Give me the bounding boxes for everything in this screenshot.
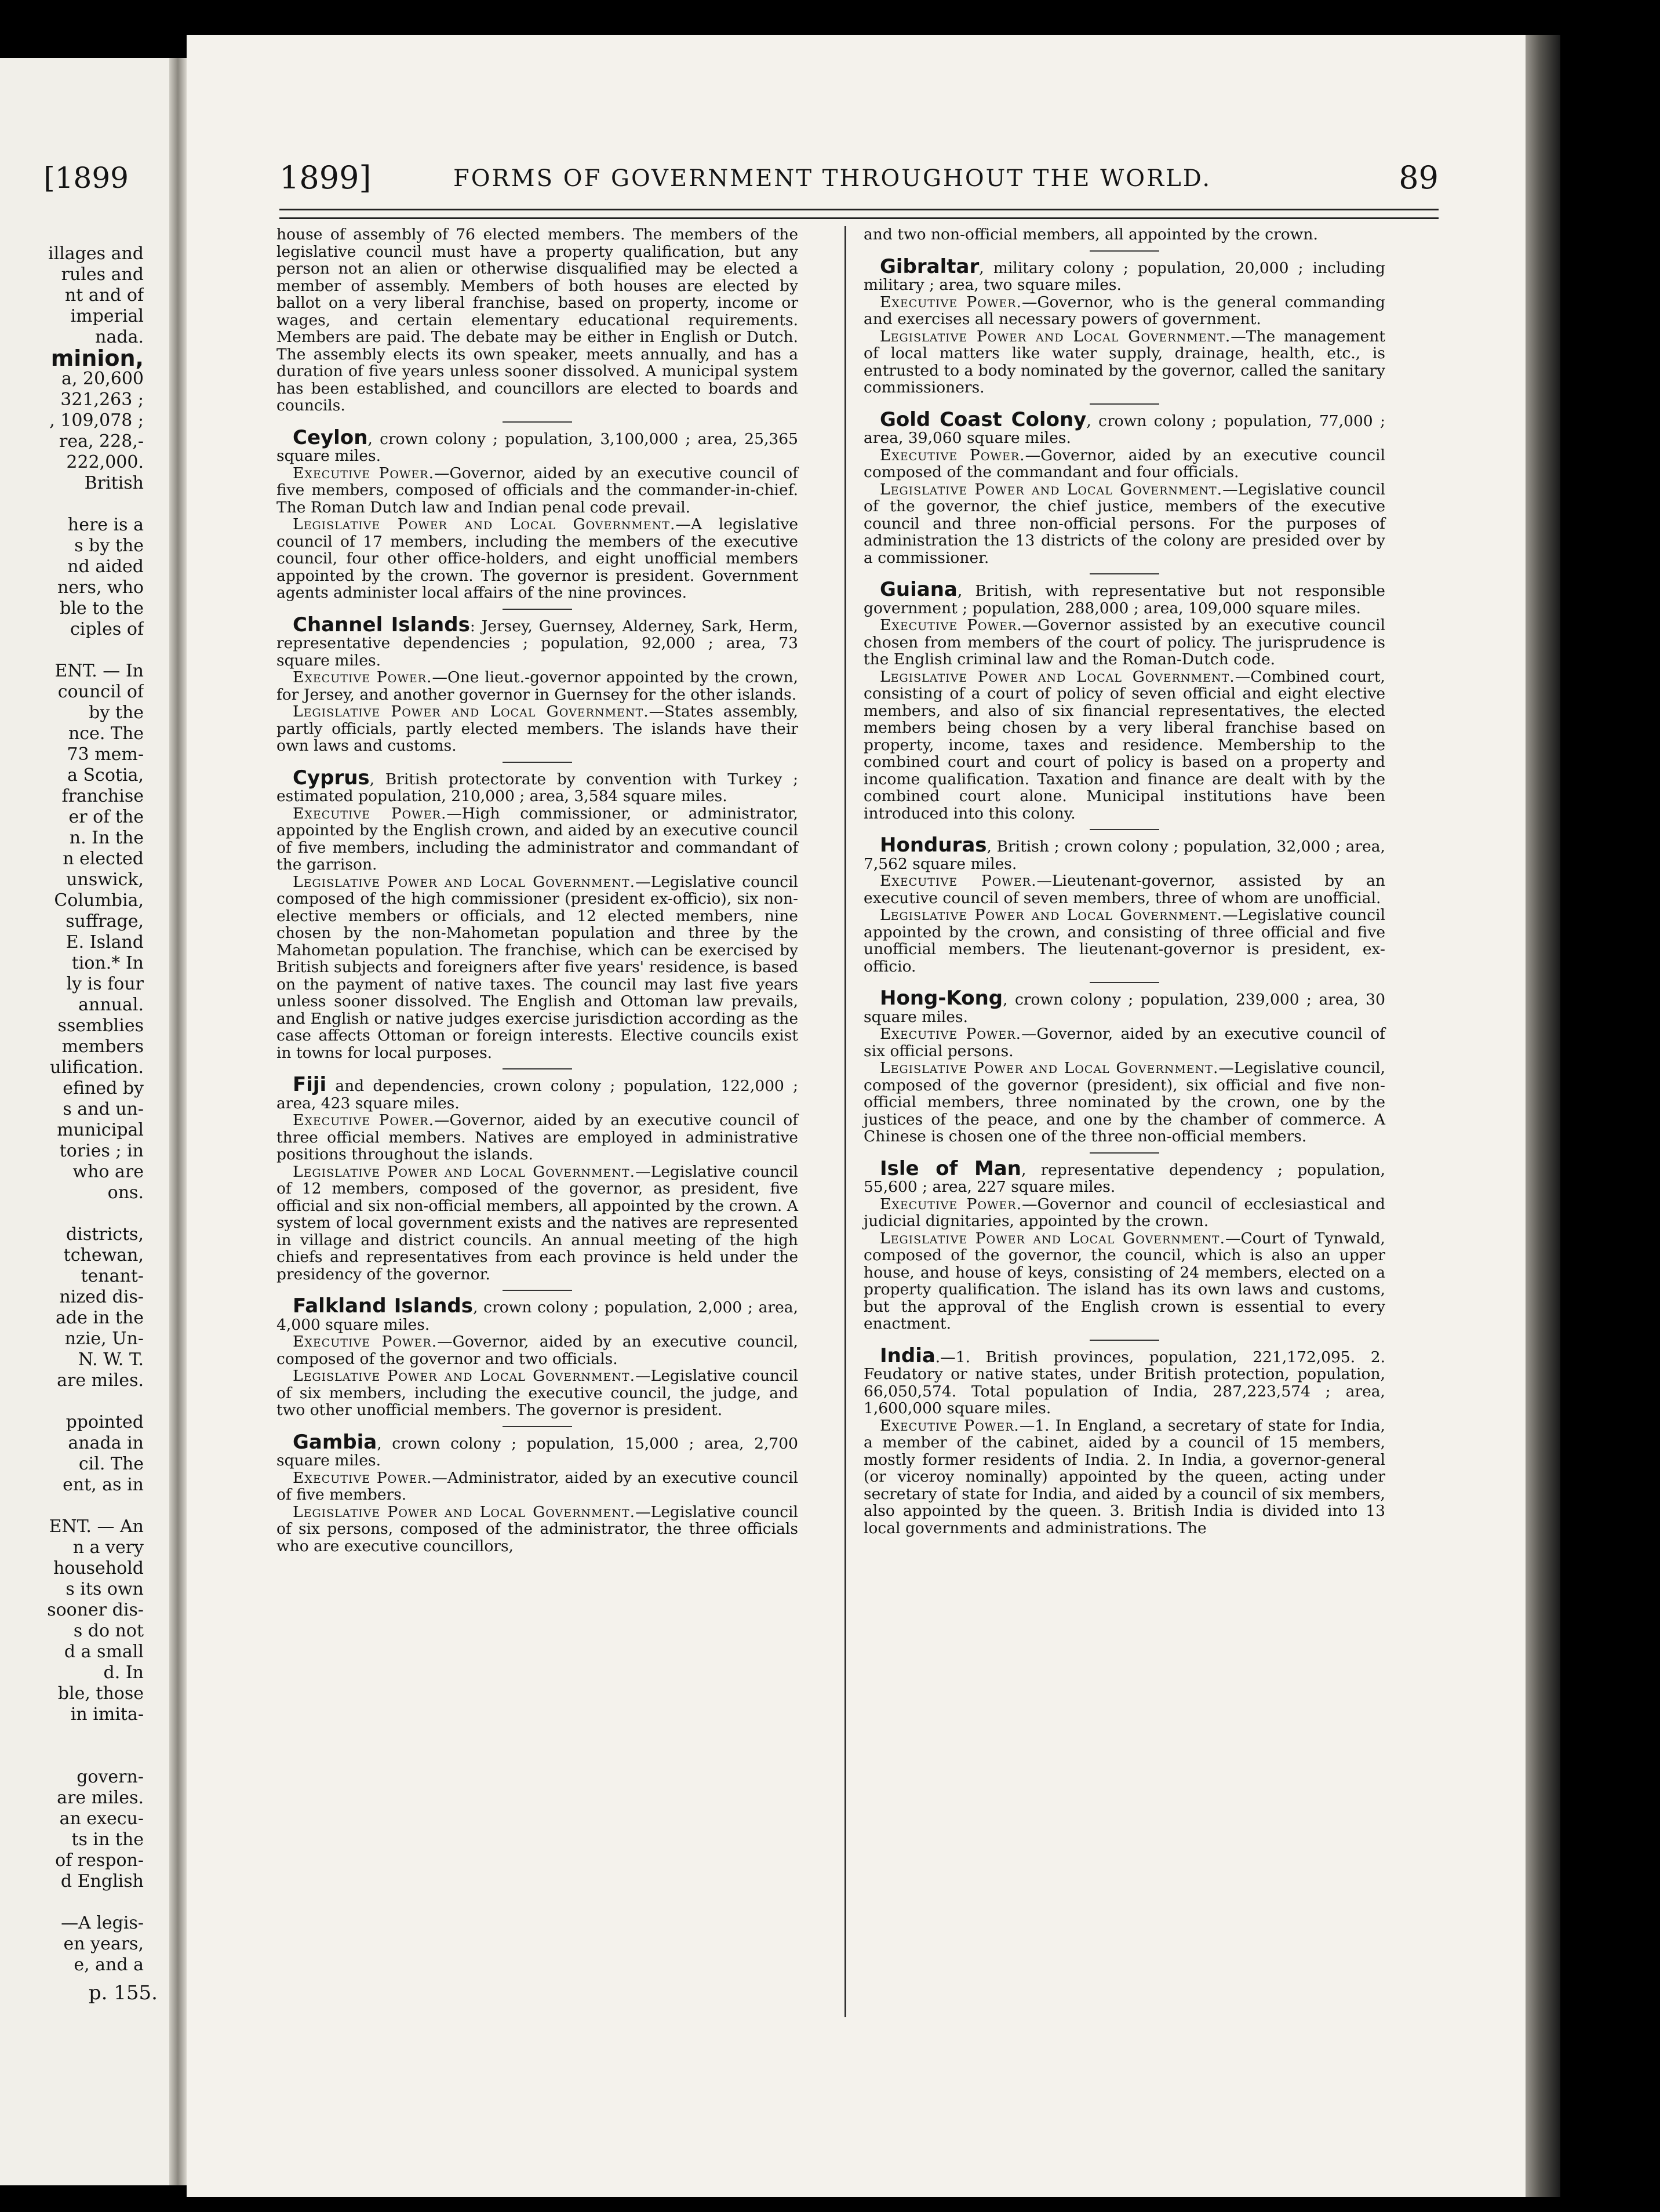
executive-power-paragraph (864, 1025, 1385, 1060)
executive-power-label: Executive Power. (293, 804, 447, 823)
legislative-power-text: —Legislative council of 12 members, composed of the governor, as president, five official and six non-official members, all appointed by the crown. A system of local government exists and the natives are represented in village and district councils. An annual meeting of the high chiefs and representatives from each province is held under the presidency of the governor. (276, 1162, 798, 1283)
country-entry (864, 834, 1385, 976)
facing-page-line: sooner dis- (47, 1600, 144, 1620)
facing-page-line: d English (60, 1871, 144, 1891)
legislative-power-paragraph (276, 1367, 798, 1419)
legislative-power-paragraph (864, 481, 1385, 567)
facing-page-line: cil. The (78, 1454, 144, 1474)
legislative-power-text: —Legislative council of the governor, the chief justice, members of the executive council and three non-official persons. For the purposes of administration the 13 districts of the colony are presided over by a commissioner. (864, 480, 1385, 567)
facing-page-line: —A legis- (61, 1913, 144, 1933)
entry-separator-rule (1090, 1152, 1159, 1154)
facing-page-line: ons. (107, 1183, 144, 1203)
entry-separator-rule (503, 1426, 572, 1427)
entry-summary: and dependencies, crown colony ; population, 122,000 ; area, 423 square miles. (276, 1077, 798, 1112)
book-gutter (169, 58, 187, 2185)
executive-power-label: Executive Power. (880, 446, 1025, 464)
country-name: Gambia (293, 1430, 377, 1454)
executive-power-text: —Governor, who is the general commanding and exercises all necessary powers of government. (864, 293, 1385, 328)
facing-page-line (5, 1892, 144, 1913)
executive-power-label: Executive Power. (293, 1468, 432, 1487)
entry-summary: .—1. British provinces, population, 221,172,095. 2. Feudatory or native states, under British protection, population, 66,050,574. Total population of India, 287,223,574 ; area, 1,600,000 square miles. (864, 1348, 1385, 1417)
legislative-power-label: Legislative Power and Local Government. (880, 327, 1231, 345)
entry-separator-rule (503, 421, 572, 423)
facing-page-line: are miles. (57, 1788, 144, 1808)
facing-page-line: suffrage, (65, 911, 144, 932)
legislative-power-paragraph (864, 907, 1385, 975)
executive-power-text: —1. In England, a secretary of state for India, a member of the cabinet, aided by a council of 15 members, mostly former residents of India. 2. In India, a governor-general (or viceroy nominally) appointed by the queen, acting under secretary of state for India, and aided by a council of six members, also appointed by the queen. 3. British India is divided into 13 local governments and administrations. The (864, 1416, 1385, 1537)
entry-summary: , representative dependency ; population, 55,600 ; area, 227 square miles. (864, 1160, 1385, 1196)
facing-page-line (5, 640, 144, 661)
facing-page-line: s do not (73, 1621, 144, 1641)
legislative-power-paragraph (276, 703, 798, 755)
entry-separator-rule (1090, 1340, 1159, 1341)
facing-page-line: N. W. T. (78, 1349, 144, 1370)
country-entry (276, 613, 799, 755)
executive-power-text: —Lieutenant-governor, assisted by an executive council of seven members, three of whom are unofficial. (864, 872, 1385, 907)
column-intro: and two non-official members, all appointed by the crown. (864, 225, 1318, 243)
facing-page-line: British (84, 473, 144, 493)
facing-page-line: anada in (68, 1433, 144, 1453)
entry-summary: , crown colony ; population, 3,100,000 ; area, 25,365 square miles. (276, 430, 798, 465)
executive-power-paragraph (276, 805, 798, 874)
country-name: Fiji (293, 1073, 327, 1096)
legislative-power-label: Legislative Power and Local Government. (293, 872, 636, 891)
country-entry (864, 1344, 1385, 1537)
legislative-power-text: —Court of Tynwald, composed of the governor, the council, which is also an upper house, and house of keys, consisting of 24 members, elected on a property qualification. The island has its own laws and customs, but the approval of the English crown is essential to every enactment. (864, 1229, 1385, 1333)
facing-page-line: n a very (72, 1537, 144, 1558)
facing-page-line: who are (72, 1162, 144, 1182)
entry-separator-rule (503, 762, 572, 763)
executive-power-paragraph (864, 1196, 1385, 1230)
country-entry (276, 1073, 798, 1283)
facing-page-fragment (0, 58, 169, 2185)
entry-summary: , crown colony ; population, 77,000 ; area, 39,060 square miles. (864, 412, 1385, 447)
facing-page-line: e, and a (74, 1955, 144, 1975)
column-divider (844, 226, 846, 2017)
entry-lead (276, 613, 799, 670)
executive-power-paragraph (864, 872, 1385, 907)
facing-page-line: Columbia, (54, 890, 144, 911)
executive-power-label: Executive Power. (293, 1111, 435, 1129)
facing-page-line (5, 1203, 144, 1224)
entry-lead (864, 1344, 1385, 1417)
legislative-power-text: —States assembly, partly officials, partly elected members. The islands have their own laws and customs. (276, 703, 798, 755)
executive-power-text: —Governor assisted by an executive council chosen from members of the court of policy. The jurisprudence is the English criminal law and the Roman-Dutch code. (864, 616, 1385, 668)
executive-power-label: Executive Power. (880, 1025, 1022, 1043)
executive-power-text: —Governor, aided by an executive council of five members, composed of officials and the commander-in-chief. The Roman Dutch law and Indian penal code prevail. (276, 464, 798, 516)
country-name: Honduras (880, 834, 987, 857)
executive-power-text: —High commissioner, or administrator, appointed by the English crown, and aided by an executive council of five members, including the administrator and commandant of the garrison. (276, 804, 798, 874)
facing-page-line: franchise (61, 786, 144, 806)
legislative-power-paragraph (864, 328, 1385, 396)
executive-power-paragraph (276, 1333, 798, 1367)
entry-lead (276, 1073, 798, 1112)
executive-power-paragraph (276, 1469, 798, 1504)
legislative-power-label: Legislative Power and Local Government. (880, 1059, 1219, 1077)
entry-lead (864, 987, 1385, 1026)
facing-page-line: er of the (68, 807, 144, 827)
legislative-power-label: Legislative Power and Local Government. (293, 703, 649, 721)
legislative-power-label: Legislative Power and Local Government. (293, 515, 676, 533)
entry-summary: : Jersey, Guernsey, Alderney, Sark, Herm, representative dependencies ; population, 92,000 ; area, 73 square miles. (276, 617, 799, 670)
facing-page-line: d a small (64, 1642, 144, 1662)
country-entry (276, 766, 798, 1062)
entry-summary: , military colony ; population, 20,000 ; including military ; area, two square miles. (864, 259, 1385, 294)
facing-page-line: efined by (63, 1078, 144, 1098)
executive-power-label: Executive Power. (880, 293, 1022, 311)
entry-lead (864, 834, 1385, 873)
page-edge-shadow (1526, 35, 1560, 2197)
legislative-power-label: Legislative Power and Local Government. (880, 906, 1223, 924)
facing-page-line: ade in the (56, 1308, 144, 1328)
executive-power-paragraph (864, 447, 1385, 481)
legislative-power-paragraph (864, 1060, 1385, 1145)
legislative-power-label: Legislative Power and Local Government. (880, 667, 1235, 686)
country-name: India (880, 1344, 935, 1367)
facing-page-line: govern- (77, 1767, 144, 1787)
facing-page-line (5, 1725, 144, 1746)
facing-page-line: en years, (63, 1934, 144, 1954)
entry-separator-rule (1090, 982, 1159, 983)
country-name: Falkland Islands (293, 1294, 474, 1318)
legislative-power-text: —Legislative council appointed by the crown, and consisting of three official and five unofficial members. The lieutenant-governor is president, ex-officio. (864, 906, 1385, 976)
right-column (864, 226, 1385, 1540)
facing-page-line: an execu- (59, 1809, 144, 1829)
executive-power-text: —Governor, aided by an executive council of three official members. Natives are employed in administrative positions throughout the islands. (276, 1111, 798, 1163)
country-entry (276, 425, 799, 602)
facing-page-line: ble, those (57, 1683, 144, 1704)
legislative-power-text: —Combined court, consisting of a court of policy of seven official and eight elective members, and also of six financial representatives, the elected members being chosen by a very liberal franchise based on property, income, taxes and residence. Membership to the combined court and court of policy is based on a property and income qualification. Taxation and finance are dealt with by the combined court alone. Municipal institutions have been introduced into this colony. (864, 667, 1385, 823)
executive-power-paragraph (864, 617, 1385, 668)
country-name: Cyprus (293, 766, 370, 790)
facing-page-line: , 109,078 ; (49, 410, 144, 431)
facing-page-line: ulification. (50, 1057, 144, 1078)
executive-power-paragraph (276, 1112, 798, 1163)
facing-page-line: n. In the (69, 828, 144, 848)
facing-page-line: 222,000. (66, 452, 144, 472)
country-name: Channel Islands (293, 613, 470, 636)
facing-page-line: rules and (61, 264, 144, 285)
entry-separator-rule (503, 1068, 572, 1069)
facing-page-line: tories ; in (59, 1141, 144, 1161)
country-name: Gibraltar (880, 254, 980, 278)
facing-page-line: E. Island (65, 932, 144, 952)
page-number: 89 (1399, 159, 1439, 196)
executive-power-paragraph (276, 669, 798, 703)
facing-page-line: in imita- (70, 1704, 144, 1725)
facing-page-line (5, 1391, 144, 1412)
facing-page-line: municipal (57, 1120, 144, 1140)
legislative-power-text: —Legislative council composed of the high commissioner (president ex-officio), six non-elective members or officials, and 12 elected members, nine chosen by the non-Mahometan population and three by the Mahometan population. The franchise, which can be exercised by British subjects and foreigners after five years' residence, is based on the payment of native taxes. The council may last five years unless sooner dissolved. The English and Ottoman law prevails, and English or native judges exercise jurisdiction according as the case affects Ottoman or foreign interests. Elective councils exist in towns for local purposes. (276, 872, 798, 1062)
executive-power-text: —Governor and council of ecclesiastical and judicial dignitaries, appointed by the crown. (864, 1195, 1385, 1230)
facing-page-line: nized dis- (59, 1287, 144, 1307)
facing-page-line: s its own (65, 1579, 144, 1599)
country-name: Isle of Man (880, 1156, 1021, 1180)
legislative-power-paragraph (864, 668, 1385, 823)
executive-power-text: —Governor, aided by an executive council of six official persons. (864, 1025, 1385, 1060)
facing-page-line: districts, (66, 1224, 144, 1245)
facing-page-line: ENT. — An (49, 1516, 144, 1537)
legislative-power-label: Legislative Power and Local Government. (880, 480, 1223, 499)
facing-page-line: members (61, 1036, 144, 1057)
facing-page-line: by the (89, 703, 144, 723)
facing-page-header: [1899 (43, 161, 129, 195)
entry-separator-rule (503, 609, 572, 610)
facing-page-line: household (53, 1558, 144, 1578)
facing-page-line: s by the (74, 536, 144, 556)
executive-power-label: Executive Power. (880, 1195, 1022, 1213)
legislative-power-label: Legislative Power and Local Government. (293, 1502, 636, 1521)
entry-summary: , crown colony ; population, 2,000 ; area, 4,000 square miles. (276, 1298, 798, 1334)
legislative-power-paragraph (276, 516, 798, 602)
executive-power-text: —One lieut.-governor appointed by the crown, for Jersey, and another governor in Guernsey for the other islands. (276, 668, 798, 704)
facing-page-line: d. In (103, 1662, 144, 1683)
legislative-power-paragraph (864, 1230, 1385, 1333)
entry-lead (864, 1156, 1385, 1196)
entry-lead (864, 254, 1385, 294)
legislative-power-text: —Legislative council, composed of the governor (president), six official and five non-official members, three nominated by the crown, one by the justices of the peace, and one by the chamber of commerce. A Chinese is chosen one of the three non-official members. (864, 1059, 1385, 1145)
country-name: Hong-Kong (880, 987, 1003, 1010)
entry-separator-rule (1090, 573, 1159, 574)
facing-page-line: imperial (70, 306, 144, 326)
header-rule (279, 209, 1439, 219)
facing-page-line: of respon- (55, 1850, 144, 1871)
executive-power-paragraph (276, 465, 798, 516)
entry-lead (864, 578, 1385, 617)
country-name: Ceylon (293, 425, 368, 449)
country-entry (864, 987, 1385, 1145)
facing-page-line: ble to the (60, 598, 144, 619)
facing-page-line: nzie, Un- (64, 1329, 144, 1349)
entry-separator-rule (1090, 250, 1159, 252)
entry-summary: , crown colony ; population, 15,000 ; area, 2,700 square miles. (276, 1434, 798, 1469)
country-entry (276, 1430, 798, 1555)
executive-power-label: Executive Power. (880, 872, 1037, 890)
legislative-power-paragraph (276, 1163, 798, 1283)
executive-power-text: —Governor, aided by an executive council, composed of the governor and two officials. (276, 1333, 798, 1368)
book-page (187, 35, 1526, 2197)
entry-lead (864, 408, 1385, 447)
legislative-power-text: —Legislative council of six persons, composed of the administrator, the three officials who are executive councillors, (276, 1502, 798, 1555)
facing-page-footnote: p. 155. (88, 1981, 158, 2004)
facing-page-line: ly is four (66, 974, 144, 994)
facing-page-line: annual. (78, 995, 144, 1015)
legislative-power-paragraph (276, 1504, 798, 1555)
legislative-power-paragraph (276, 874, 798, 1062)
facing-page-line: are miles. (57, 1370, 144, 1391)
column-intro: house of assembly of 76 elected members. The members of the legislative council must have a property qualification, but any person not an alien or otherwise disqualified may be elected a member of assembly. Members of both houses are elected by ballot on a very liberal franchise, based on property, income or wages, and certain elementary educational requirements. Members are paid. The debate may be either in English or Dutch. The assembly elects its own speaker, meets annually, and has a duration of five years unless sooner dissolved. A municipal system has been established, and councillors are elected to boards and councils. (276, 225, 798, 414)
entry-lead (276, 766, 798, 805)
facing-page-line: tenant- (81, 1266, 144, 1286)
entry-lead (276, 1430, 798, 1469)
legislative-power-text: —The management of local matters like water supply, drainage, health, etc., is entrusted to a body nominated by the governor, called the sanitary commissioners. (864, 327, 1385, 396)
executive-power-label: Executive Power. (293, 464, 435, 482)
facing-page-line (5, 494, 144, 515)
facing-page-line: minion, (50, 348, 144, 369)
facing-page-line: nd aided (67, 556, 144, 577)
executive-power-label: Executive Power. (880, 616, 1022, 634)
entry-lead (276, 425, 798, 465)
facing-page-line: tion.* In (71, 953, 144, 973)
country-name: Gold Coast Colony (880, 408, 1087, 431)
facing-page-line: ENT. — In (54, 661, 144, 681)
facing-page-line: nt and of (64, 285, 144, 305)
entry-summary: , British ; crown colony ; population, 32,000 ; area, 7,562 square miles. (864, 838, 1385, 873)
facing-page-line: unswick, (66, 869, 144, 890)
facing-page-line: rea, 228,- (59, 431, 144, 452)
facing-page-text (5, 243, 144, 1975)
legislative-power-text: —A legislative council of 17 members, including the members of the executive council, four other office-holders, and eight unofficial members appointed by the crown. The governor is president. Government agents administer local affairs of the nine provinces. (276, 515, 799, 602)
entry-summary: , British, with representative but not responsible government ; population, 288,000 ; area, 109,000 square miles. (864, 582, 1385, 617)
running-head-year: 1899] (279, 159, 372, 196)
facing-page-line: a, 20,600 (61, 369, 144, 389)
facing-page-line: ppointed (65, 1412, 144, 1432)
executive-power-label: Executive Power. (293, 1333, 438, 1351)
facing-page-line: here is a (67, 515, 144, 535)
facing-page-line (5, 1496, 144, 1516)
legislative-power-label: Legislative Power and Local Government. (293, 1162, 636, 1181)
facing-page-line: council of (57, 682, 144, 702)
country-entry (864, 254, 1385, 396)
facing-page-line: 321,263 ; (60, 390, 144, 410)
entry-summary: , crown colony ; population, 239,000 ; area, 30 square miles. (864, 991, 1385, 1026)
running-head-title: FORMS OF GOVERNMENT THROUGHOUT THE WORLD. (453, 165, 1212, 192)
entry-summary: , British protectorate by convention with Turkey ; estimated population, 210,000 ; area, 3,584 square miles. (276, 770, 798, 805)
country-entry (864, 408, 1385, 567)
facing-page-line: ners, who (57, 577, 144, 598)
entry-separator-rule (503, 1290, 572, 1291)
executive-power-text: —Administrator, aided by an executive council of five members. (276, 1468, 798, 1504)
facing-page-line: ent, as in (63, 1475, 144, 1495)
legislative-power-text: —Legislative council of six members, including the executive council, the judge, and two other unofficial members. The governor is president. (276, 1367, 798, 1419)
facing-page-line (5, 1746, 144, 1767)
legislative-power-label: Legislative Power and Local Government. (293, 1367, 636, 1385)
executive-power-text: —Governor, aided by an executive council composed of the commandant and four officials. (864, 446, 1385, 481)
facing-page-line: n elected (63, 849, 144, 869)
running-head (279, 159, 1439, 200)
executive-power-paragraph (864, 294, 1385, 328)
country-entry (864, 578, 1385, 823)
entry-lead (276, 1294, 798, 1334)
facing-page-line: illages and (48, 243, 144, 264)
left-column (276, 226, 798, 1558)
facing-page-line: tchewan, (63, 1245, 144, 1265)
country-entry (276, 1294, 798, 1419)
facing-page-line: ciples of (70, 619, 144, 639)
facing-page-line: nada. (95, 327, 144, 347)
executive-power-label: Executive Power. (880, 1416, 1020, 1435)
facing-page-line: s and un- (63, 1099, 144, 1119)
entry-separator-rule (1090, 829, 1159, 830)
facing-page-line: 73 mem- (67, 744, 144, 765)
country-entry (864, 1156, 1385, 1333)
facing-page-line: ssemblies (57, 1016, 144, 1036)
entry-separator-rule (1090, 403, 1159, 405)
country-name: Guiana (880, 578, 958, 601)
executive-power-paragraph (864, 1417, 1385, 1537)
executive-power-label: Executive Power. (293, 668, 432, 686)
facing-page-line: ts in the (71, 1829, 144, 1850)
facing-page-line: a Scotia, (67, 765, 144, 785)
facing-page-line: nce. The (68, 723, 144, 744)
legislative-power-label: Legislative Power and Local Government. (880, 1229, 1226, 1247)
